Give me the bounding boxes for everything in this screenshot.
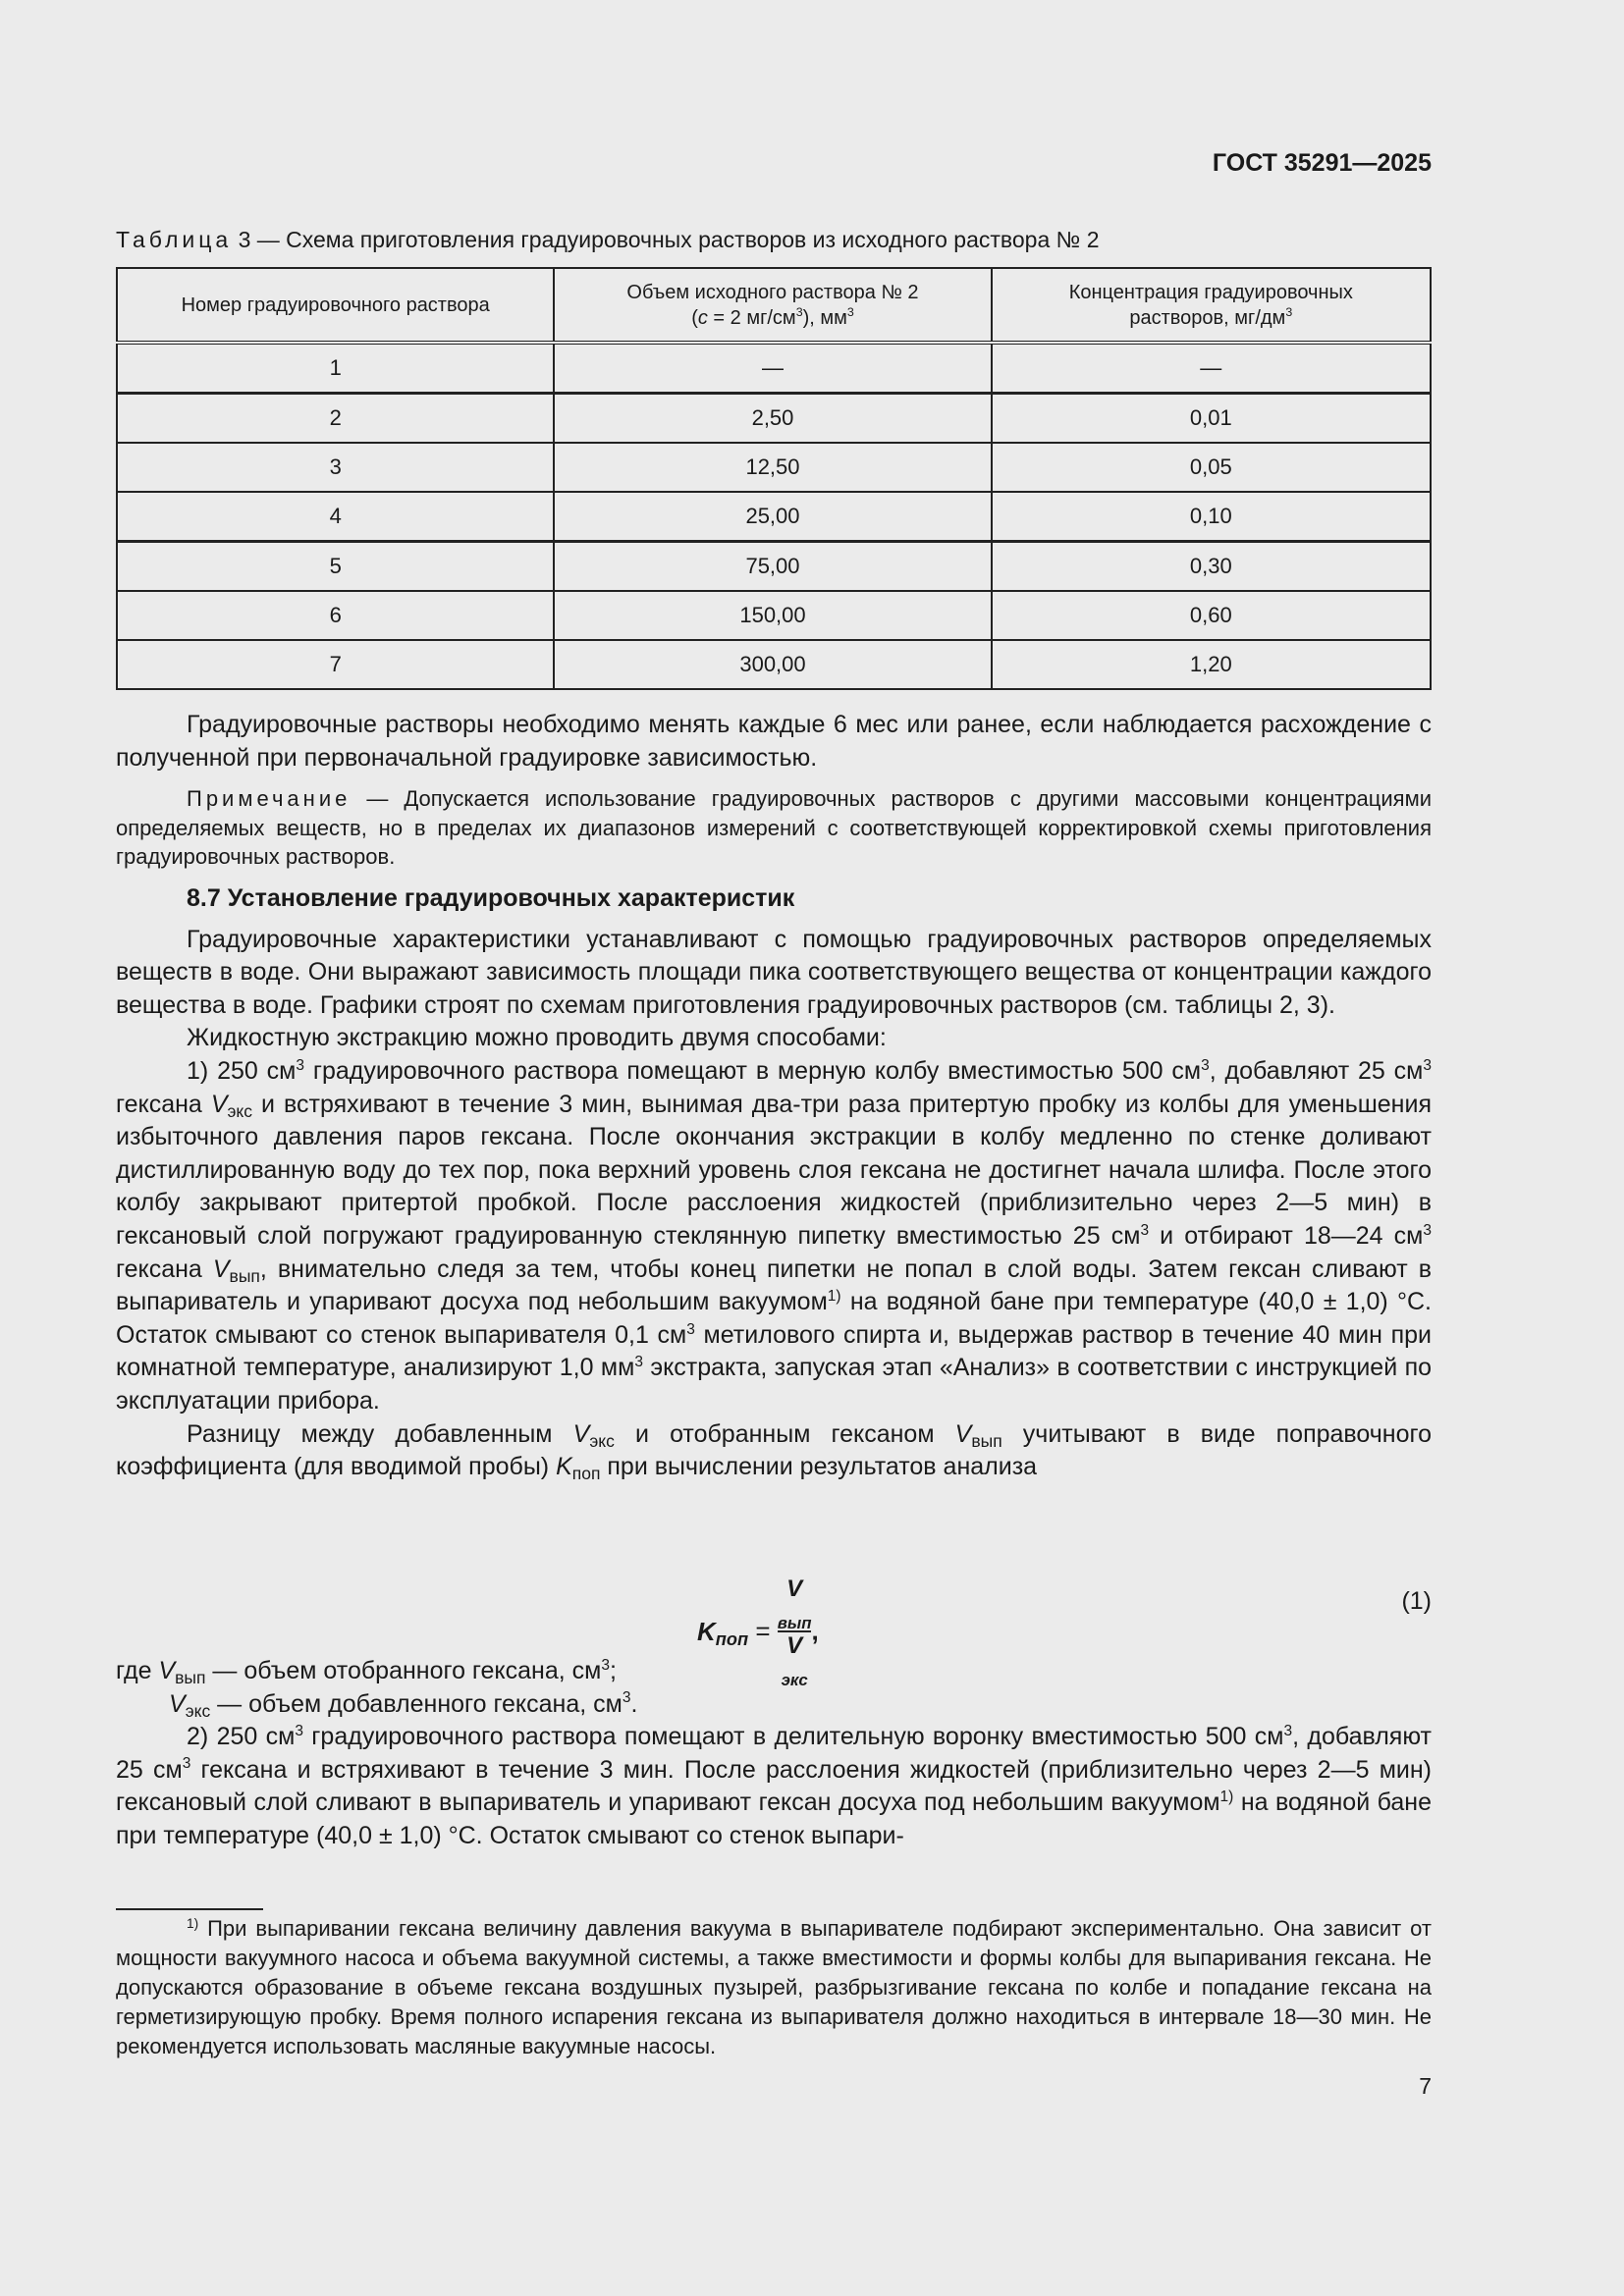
cell-concentration: 0,01 [992,394,1431,444]
col-header-volume-line1: Объем исходного раствора № 2 [626,281,919,303]
col-header-volume [554,268,991,343]
calibration-table [116,267,1432,690]
table-row [117,394,1431,444]
where-line-1: где $V_{вып}$ — объем отобранного гексана, $см^3$; [116,1656,617,1688]
note-label: Примечание [187,786,352,812]
col-header-conc-line1: Концентрация градуировочных [1068,281,1353,303]
cell-concentration: — [992,343,1431,394]
footnote-mark: 1) [187,1915,199,1931]
table-caption-label: Таблица [116,227,233,252]
cell-number: 1 [117,343,554,394]
cell-volume: 300,00 [554,640,991,689]
paragraph-extraction-methods: Жидкостную экстракцию можно проводить двумя способами: [187,1024,887,1052]
table-caption [116,227,1100,253]
document-header: ГОСТ 35291—2025 [1212,149,1432,177]
cell-concentration: 0,10 [992,492,1431,542]
col-header-conc-line2: растворов, $мг/дм^3$ [1129,305,1293,329]
cell-concentration: 0,30 [992,542,1431,592]
document-page [116,0,1432,2296]
cell-number: 4 [117,492,554,542]
footnote-text: $^{1)}$ При выпаривании гексана величину давления вакуума в выпаривателе подбирают экспериментально. Она зависит от мощности вакуумного насоса и объема вакуумной системы, а также вместимости и формы колбы для выпаривания гексана. Не допускаются образование в объеме гексана воздушных пузырей, разбрызгивание гексана по колбе и попадание гексана на герметизирующую пробку. Время полного испарения гексана из выпаривателя должно находиться в интервале 18—30 мин. Не рекомендуется использовать масляные вакуумные насосы. [116,1915,1432,2058]
text-block-2 [116,1655,1432,1853]
where-line-2: $V_{экс}$ — объем добавленного гексана, $см^3$. [169,1689,638,1721]
cell-concentration: 0,60 [992,591,1431,640]
cell-number: 5 [117,542,554,592]
cell-volume: 25,00 [554,492,991,542]
cell-volume: 75,00 [554,542,991,592]
col-header-number: Номер градуировочного раствора [117,268,554,343]
col-header-concentration [992,268,1431,343]
paragraph-calibration: Градуировочные характеристики устанавливают с помощью градуировочных растворов определяемых веществ в воде. Они выражают зависимость площади пика соответствующего вещества от концентрации каждого вещества в воде. Графики строят по схемам приготовления градуировочных растворов (см. таблицы 2, 3). [116,925,1432,1019]
note-text: — Допускается использование градуировочных растворов с другими массовыми концентрациями определяемых веществ, но в пределах их диапазонов измерений с соответствующей корректировкой схемы приготовления градуировочных растворов. [116,786,1432,870]
cell-concentration: 1,20 [992,640,1431,689]
cell-volume: 150,00 [554,591,991,640]
table-row [117,343,1431,394]
cell-concentration: 0,05 [992,443,1431,492]
footnote-ref: 1) [1219,1789,1234,1806]
text-block-1 [116,709,1432,1484]
table-caption-text: 3 — Схема приготовления градуировочных растворов из исходного раствора № 2 [232,227,1100,252]
cell-number: 3 [117,443,554,492]
cell-volume: 12,50 [554,443,991,492]
footnote-ref: 1) [827,1287,841,1305]
section-title-8-7: 8.7 Установление градуировочных характеристик [187,883,795,912]
paragraph-solution-replacement: Градуировочные растворы необходимо менять каждые 6 мес или ранее, если наблюдается расхождение с полученной при первоначальной градуировке зависимостью. [116,711,1432,772]
formula-expression: $K_{поп}$ = V $_{вып}$ V $_{экс}$ , [697,1575,819,1690]
paragraph-correction-coefficient: Разницу между добавленным $V_{экс}$ и отобранным гексаном $V_{вып}$ учитывают в виде поправочного коэффициента (для вводимой пробы) $K_{поп}$ при вычислении результатов анализа [116,1419,1432,1484]
table-row [117,443,1431,492]
paragraph-method-2: 2) 250 $см^3$ градуировочного раствора помещают в делительную воронку вместимостью 500 $см^3$, добавляют 25 $см^3$ гексана и встряхивают в течение 3 мин. После расслоения жидкостей (приблизительно через 2—5 мин) гексановый слой сливают в выпариватель и упаривают гексан досуха под небольшим вакуумом$^{1)}$ на водяной бане при температуре (40,0 ± 1,0) °С. Остаток смывают со стенок выпари- [116,1722,1432,1849]
table-row [117,492,1431,542]
cell-volume: — [554,343,991,394]
paragraph-method-1: 1) 250 $см^3$ градуировочного раствора помещают в мерную колбу вместимостью 500 $см^3$, добавляют 25 $см^3$ гексана $V_{экс}$ и встряхивают в течение 3 мин, вынимая два-три раза притертую пробку из колбы для уменьшения избыточного давления паров гексана. После окончания экстракции в колбу медленно по стенке доливают дистиллированную воду до тех пор, пока верхний уровень слоя гексана не достигнет начала шлифа. После этого колбу закрывают притертой пробкой. После расслоения жидкостей (приблизительно через 2—5 мин) в гексановый слой погружают градуированную стеклянную пипетку вместимостью 25 $см^3$ и отбирают 18—24 $см^3$ гексана $V_{вып}$, внимательно следя за тем, чтобы конец пипетки не попал в слой воды. Затем гексан сливают в выпариватель и упаривают досуха под небольшим вакуумом$^{1)}$ на водяной бане при температуре (40,0 ± 1,0) °С. Остаток смывают со стенок выпаривателя 0,1 $см^3$ метилового спирта и, выдержав раствор в течение 40 мин при комнатной температуре, анализируют 1,0 $мм^3$ экстракта, запуская этап «Анализ» в соответствии с инструкцией по эксплуатации прибора. [116,1056,1433,1415]
col-header-volume-line2: (c = 2 $мг/см^3$), $мм^3$ [691,305,854,329]
table-header-row [117,268,1431,343]
formula-fraction: V $_{вып}$ V $_{экс}$ [777,1575,812,1690]
cell-volume: 2,50 [554,394,991,444]
cell-number: 7 [117,640,554,689]
footnote-separator [116,1908,263,1910]
page-number: 7 [1419,2073,1432,2099]
table-row [117,542,1431,592]
table-row [117,591,1431,640]
cell-number: 2 [117,394,554,444]
note-paragraph [116,784,1432,872]
formula-number: (1) [1401,1587,1432,1615]
table-row [117,640,1431,689]
footnote [116,1914,1432,2061]
cell-number: 6 [117,591,554,640]
